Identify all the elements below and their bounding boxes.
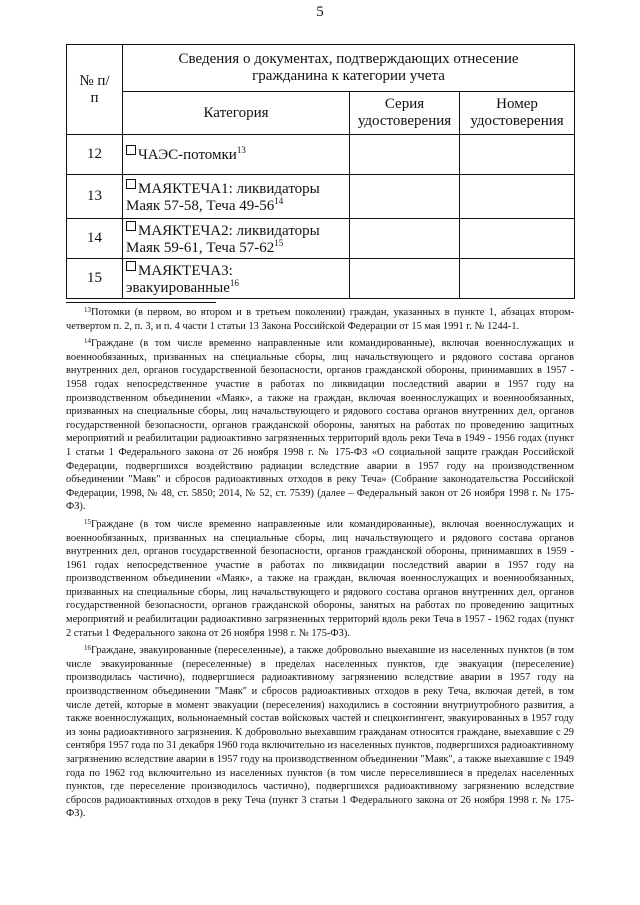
footnote-ref: 16: [229, 277, 239, 288]
footnotes: [66, 306, 574, 825]
row-number: 13: [67, 175, 123, 219]
category-checkbox[interactable]: [126, 261, 136, 271]
footnote-16: [66, 644, 574, 821]
footnote-separator: [66, 302, 216, 303]
table-row: [67, 135, 575, 175]
footnote-text: Граждане (в том числе временно направленные или командированные), включая военнослужащих и военнообязанных, призванных на специальные сборы, лиц начальствующего и рядового состава органов внутренних дел, органов государственной безопасности, органов гражданской обороны, принимавших в 1957 - 1958 годах непосредственное участие в работах по ликвидации последствий аварии в 1957 году на производственном объединении «Маяк», а также на граждан, включая военнослужащих и военнообязанных, призванных на специальные сборы, лиц начальствующего и рядового состава органов внутренних дел, органов государственной безопасности, органов гражданской обороны, занятых на работах по проведению защитных мероприятий и реабилитации радиоактивно загрязненных территорий вдоль реки Теча в 1949 - 1956 годах (пункт 1 статьи 1 Федерального закона от 26 ноября 1998 г. № 175-ФЗ «О социальной защите граждан Российской Федерации, подвергшихся воздействию радиации вследствие аварии в 1957 году на производственном объединении "Маяк" и сбросов радиоактивных отходов в реку Теча» (Собрание законодательства Российской Федерации, 1998, № 48, ст. 5850; 2014, № 52, ст. 7539) (далее – Федеральный закон от 26 ноября 1998 г. № 175-ФЗ).: [66, 338, 574, 513]
footnote-mark: 14: [84, 337, 91, 346]
footnote-text: Граждане, эвакуированные (переселенные), а также добровольно выехавшие из населенных пунктов (в том числе эвакуированные (переселенные) в пределах населенных пунктов, где эвакуация (переселение) производилась частично), подвергшиеся радиоактивному загрязнению вследствие аварии в 1957 году на производственном объединении "Маяк" и сбросов радиоактивных отходов в реку Теча, включая детей, в том числе детей, которые в момент эвакуации (переселения) находились в состоянии внутриутробного развития, а также военнослужащих, вольнонаемный состав войсковых частей и спецконтингент, эвакуированных в 1957 году из зоны радиоактивного загрязнения. К добровольно выехавшим гражданам относятся граждане, выехавшие с 29 сентября 1957 года по 31 декабря 1960 года включительно из населенных пунктов, подвергшихся радиоактивному загрязнению вследствие аварии в 1957 году на производственном объединении "Маяк", а также выехавшие с 1949 года по 1962 год включительно из населенных пунктов (в том числе переселившиеся в пределах населенных пунктов, где переселение производилось частично), подвергшихся радиоактивному загрязнению вследствие сбросов радиоактивных отходов в реку Теча (пункт 3 статьи 1 Федерального закона от 26 ноября 1998 г. № 175-ФЗ).: [66, 645, 574, 820]
category-line1: МАЯКТЕЧА3:: [138, 262, 233, 279]
category-line1: МАЯКТЕЧА2: ликвидаторы: [138, 222, 320, 239]
table-row: [67, 175, 575, 219]
number-cell[interactable]: [460, 219, 575, 259]
number-cell[interactable]: [460, 135, 575, 175]
row-number: 12: [67, 135, 123, 175]
category-checkbox[interactable]: [126, 221, 136, 231]
series-cell[interactable]: [350, 175, 460, 219]
footnote-14: [66, 337, 574, 514]
row-number: 15: [67, 259, 123, 299]
row-number: 14: [67, 219, 123, 259]
registration-category-table: [66, 44, 575, 299]
category-cell: [123, 259, 350, 299]
category-checkbox[interactable]: [126, 145, 136, 155]
header-number: Номер удостоверения: [460, 92, 575, 135]
header-row-number: № п/п: [67, 45, 123, 135]
footnote-mark: 16: [84, 644, 91, 653]
header-series: Серия удостоверения: [350, 92, 460, 135]
series-cell[interactable]: [350, 135, 460, 175]
category-line1: ЧАЭС-потомки: [138, 147, 237, 163]
category-line2: Маяк 59-61, Теча 57-62: [126, 239, 275, 256]
footnote-13: [66, 306, 574, 333]
number-cell[interactable]: [460, 259, 575, 299]
category-line2: Маяк 57-58, Теча 49-56: [126, 197, 275, 214]
header-documents: Сведения о документах, подтверждающих отнесение гражданина к категории учета: [123, 45, 575, 92]
category-line2: эвакуированные: [126, 279, 230, 296]
footnote-mark: 13: [84, 306, 91, 314]
table-row: [67, 259, 575, 299]
category-line1: МАЯКТЕЧА1: ликвидаторы: [138, 180, 320, 197]
category-cell: [123, 135, 350, 175]
category-checkbox[interactable]: [126, 179, 136, 189]
footnote-text: Потомки (в первом, во втором и в третьем поколении) граждан, указанных в пункте 1, абзацах втором-четвертом п. 2, п. 3, и п. 4 части 1 статьи 13 Закона Российской Федерации от 15 мая 1991 г. № 1244-1.: [66, 307, 574, 332]
page-number: 5: [316, 4, 324, 20]
series-cell[interactable]: [350, 259, 460, 299]
footnote-ref: 13: [236, 145, 246, 155]
footnote-mark: 15: [84, 517, 91, 526]
footnote-ref: 15: [274, 237, 284, 248]
footnote-15: [66, 518, 574, 640]
table-row: [67, 219, 575, 259]
category-cell: [123, 219, 350, 259]
category-cell: [123, 175, 350, 219]
header-category: Категория: [123, 92, 350, 135]
footnote-ref: 14: [274, 195, 284, 206]
footnote-text: Граждане (в том числе временно направленные или командированные), включая военнослужащих и военнообязанных, призванных на специальные сборы, лиц начальствующего и рядового состава органов внутренних дел, органов государственной безопасности, органов гражданской обороны, принимавших в 1959 - 1961 годах непосредственное участие в работах по ликвидации последствий аварии в 1957 году на производственном объединении «Маяк», а также на граждан, включая военнослужащих и военнообязанных, призванных на специальные сборы, лиц начальствующего и рядового состава органов внутренних дел, органов государственной безопасности, органов гражданской обороны, занятых на работах по проведению защитных мероприятий и реабилитации радиоактивно загрязненных территорий вдоль реки Теча в 1957 - 1962 годах (пункт 2 статьи 1 Федерального закона от 26 ноября 1998 г. № 175-ФЗ).: [66, 518, 574, 639]
number-cell[interactable]: [460, 175, 575, 219]
series-cell[interactable]: [350, 219, 460, 259]
